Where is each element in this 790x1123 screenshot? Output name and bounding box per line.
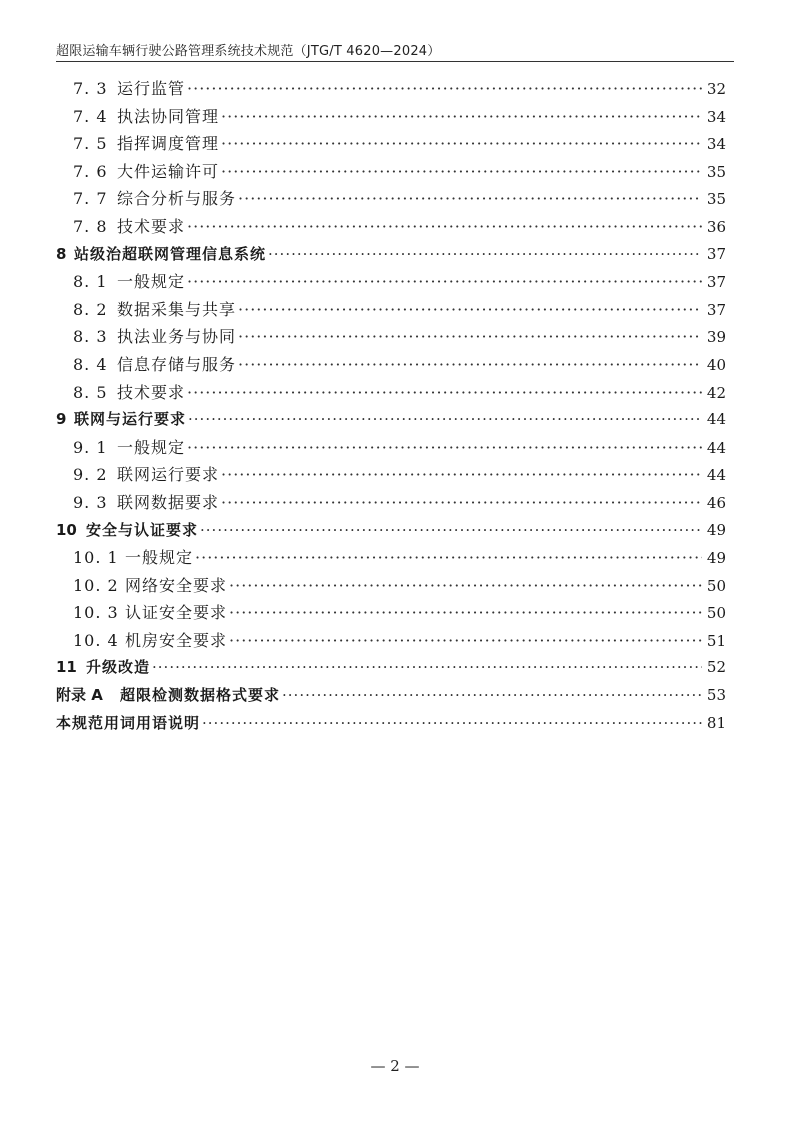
- toc-entry-page: 52: [706, 658, 726, 677]
- toc-entry-title: 机房安全要求: [125, 630, 228, 650]
- toc-entry-number: 7. 5: [73, 134, 108, 154]
- toc-leader-dots: [187, 213, 702, 241]
- toc-entry-number: 9. 3: [73, 492, 108, 512]
- toc-entry-number: 附录 A: [56, 686, 103, 705]
- toc-entry-title: 联网数据要求: [117, 492, 220, 512]
- toc-entry-page: 46: [706, 493, 726, 512]
- toc-leader-dots: [238, 296, 702, 324]
- toc-entry[interactable]: [56, 241, 726, 269]
- toc-entry-page: 53: [706, 686, 726, 705]
- toc-entry-number: 7. 6: [73, 161, 108, 181]
- toc-entry-page: 42: [706, 383, 726, 402]
- page-number: — 2 —: [370, 1057, 420, 1075]
- toc-entry[interactable]: [56, 103, 726, 131]
- toc-entry[interactable]: [56, 130, 726, 158]
- toc-entry[interactable]: [56, 296, 726, 324]
- toc-entry-number: 10. 2: [73, 575, 119, 595]
- toc-entry-page: 40: [706, 355, 726, 374]
- toc-leader-dots: [229, 599, 702, 627]
- toc-entry-title: 数据采集与共享: [117, 299, 237, 319]
- toc-entry-page: 37: [706, 244, 726, 263]
- toc-entry-number: 7. 3: [73, 79, 108, 98]
- toc-entry-number: 7. 7: [73, 189, 108, 209]
- toc-leader-dots: [282, 682, 702, 710]
- toc-entry-title: 一般规定: [117, 437, 186, 457]
- toc-entry[interactable]: [56, 544, 726, 572]
- toc-entry-page: 36: [706, 217, 726, 236]
- toc-entry-page: 44: [706, 438, 726, 457]
- toc-entry-title: 运行监管: [117, 79, 186, 98]
- toc-entry-number: 10: [56, 520, 77, 539]
- toc-entry-title: 技术要求: [117, 382, 186, 402]
- toc-entry-page: 34: [706, 107, 726, 126]
- toc-entry-number: 8: [56, 244, 67, 263]
- toc-entry-page: 39: [706, 328, 726, 347]
- toc-leader-dots: [202, 710, 702, 738]
- toc-entry[interactable]: [56, 379, 726, 407]
- toc-entry-title: 本规范用词用语说明: [56, 713, 201, 732]
- toc-leader-dots: [195, 544, 702, 572]
- toc-entry-page: 49: [706, 520, 726, 539]
- toc-leader-dots: [238, 323, 702, 351]
- toc-leader-dots: [187, 75, 702, 103]
- toc-entry[interactable]: [56, 682, 726, 710]
- toc-entry-title: 执法业务与协同: [117, 327, 237, 347]
- toc-entry-page: 44: [706, 410, 726, 429]
- toc-entry-number: 8. 2: [73, 299, 108, 319]
- toc-leader-dots: [238, 185, 702, 213]
- toc-entry-title: 执法协同管理: [117, 106, 220, 126]
- toc-entry-number: 7. 8: [73, 216, 108, 236]
- toc-entry[interactable]: [56, 75, 726, 103]
- toc-entry-title: 认证安全要求: [125, 603, 228, 623]
- toc-entry-page: 35: [706, 190, 726, 209]
- toc-entry-title: 超限检测数据格式要求: [120, 686, 281, 705]
- header-divider: [56, 61, 734, 62]
- toc-entry-page: 37: [706, 300, 726, 319]
- toc-entry-title: 网络安全要求: [125, 575, 228, 595]
- toc-entry-title: 大件运输许可: [117, 161, 220, 181]
- toc-entry-number: 10. 3: [73, 603, 119, 623]
- toc-entry[interactable]: [56, 710, 726, 738]
- toc-leader-dots: [268, 241, 702, 269]
- toc-leader-dots: [221, 489, 702, 517]
- toc-entry-number: 10. 4: [73, 630, 119, 650]
- toc-entry[interactable]: [56, 434, 726, 462]
- toc-entry-title: 站级治超联网管理信息系统: [74, 244, 267, 263]
- toc-entry-page: 49: [706, 549, 726, 568]
- toc-entry[interactable]: [56, 654, 726, 682]
- toc-entry-number: 10. 1: [73, 548, 119, 568]
- toc-entry[interactable]: [56, 572, 726, 600]
- toc-entry-page: 35: [706, 162, 726, 181]
- toc-entry-page: 50: [706, 576, 726, 595]
- toc-entry[interactable]: [56, 599, 726, 627]
- toc-entry-page: 37: [706, 273, 726, 292]
- toc-entry[interactable]: [56, 489, 726, 517]
- toc-entry-page: 34: [706, 135, 726, 154]
- toc-entry-number: 8. 5: [73, 382, 108, 402]
- toc-entry-page: 51: [706, 631, 726, 650]
- toc-entry[interactable]: [56, 268, 726, 296]
- toc-leader-dots: [221, 130, 702, 158]
- toc-leader-dots: [221, 158, 702, 186]
- toc-entry-page: 81: [706, 713, 726, 732]
- toc-entry-number: 8. 4: [73, 354, 108, 374]
- toc-entry[interactable]: [56, 213, 726, 241]
- toc-entry-title: 信息存储与服务: [117, 354, 237, 374]
- table-of-contents: [56, 75, 726, 737]
- toc-leader-dots: [152, 654, 702, 682]
- toc-leader-dots: [200, 517, 702, 545]
- toc-entry-title: 综合分析与服务: [117, 189, 237, 209]
- toc-entry-number: 8. 3: [73, 327, 108, 347]
- toc-leader-dots: [221, 461, 702, 489]
- toc-entry-title: 一般规定: [117, 272, 186, 292]
- toc-entry-title: 联网运行要求: [117, 465, 220, 485]
- toc-entry[interactable]: [56, 627, 726, 655]
- toc-leader-dots: [238, 351, 702, 379]
- toc-leader-dots: [188, 406, 702, 434]
- toc-entry[interactable]: [56, 185, 726, 213]
- toc-leader-dots: [187, 434, 702, 462]
- toc-entry-number: 9: [56, 410, 67, 429]
- toc-entry[interactable]: [56, 461, 726, 489]
- toc-entry-title: 升级改造: [86, 658, 151, 677]
- toc-entry-page: 44: [706, 466, 726, 485]
- toc-entry-number: 7. 4: [73, 106, 108, 126]
- toc-entry[interactable]: [56, 517, 726, 545]
- toc-entry[interactable]: [56, 158, 726, 186]
- toc-entry-title: 联网与运行要求: [74, 410, 187, 429]
- toc-entry-title: 一般规定: [125, 548, 194, 568]
- toc-entry-page: 32: [706, 80, 726, 98]
- toc-entry-page: 50: [706, 604, 726, 623]
- toc-entry-title: 安全与认证要求: [86, 520, 199, 539]
- toc-leader-dots: [187, 268, 702, 296]
- toc-leader-dots: [187, 379, 702, 407]
- toc-entry[interactable]: [56, 351, 726, 379]
- toc-leader-dots: [221, 103, 702, 131]
- toc-entry-title: 指挥调度管理: [117, 134, 220, 154]
- toc-entry[interactable]: [56, 406, 726, 434]
- toc-entry-number: 9. 2: [73, 465, 108, 485]
- toc-entry-number: 8. 1: [73, 272, 108, 292]
- running-header: 超限运输车辆行驶公路管理系统技术规范（JTG/T 4620—2024）: [56, 44, 441, 59]
- toc-entry[interactable]: [56, 323, 726, 351]
- toc-leader-dots: [229, 627, 702, 655]
- toc-entry-number: 9. 1: [73, 437, 108, 457]
- toc-entry-number: 11: [56, 658, 77, 677]
- toc-leader-dots: [229, 572, 702, 600]
- toc-entry-title: 技术要求: [117, 216, 186, 236]
